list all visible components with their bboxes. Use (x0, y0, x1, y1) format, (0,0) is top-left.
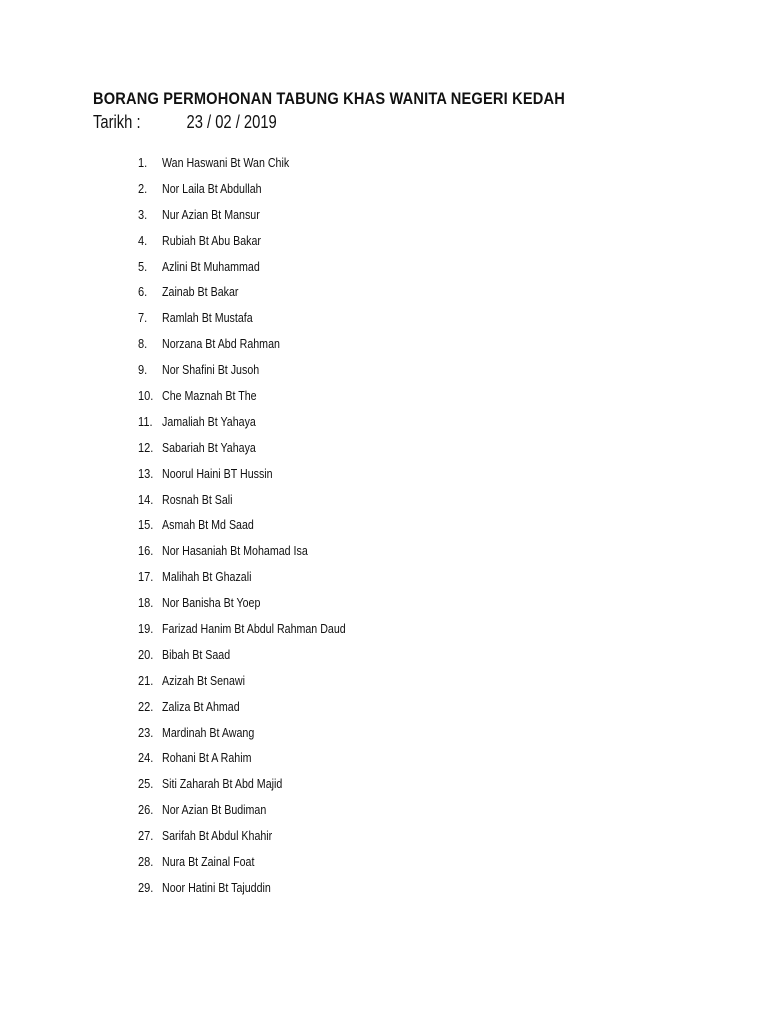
item-number: 20. (138, 646, 154, 662)
item-number: 23. (138, 724, 154, 740)
item-name: Nor Hasaniah Bt Mohamad Isa (162, 543, 308, 559)
item-name: Noorul Haini BT Hussin (162, 465, 273, 481)
item-number: 14. (138, 491, 154, 507)
item-name: Nor Banisha Bt Yoep (162, 595, 261, 611)
item-name: Zaliza Bt Ahmad (162, 698, 240, 714)
item-number: 12. (138, 439, 154, 455)
item-name: Farizad Hanim Bt Abdul Rahman Daud (162, 621, 346, 637)
item-name: Noor Hatini Bt Tajuddin (162, 879, 271, 895)
item-number: 27. (138, 828, 154, 844)
item-number: 24. (138, 750, 154, 766)
item-number: 13. (138, 465, 154, 481)
date-value: 23 / 02 / 2019 (186, 112, 277, 132)
item-number: 28. (138, 854, 154, 870)
item-name: Zainab Bt Bakar (162, 284, 239, 300)
item-number: 25. (138, 776, 154, 792)
item-name: Azizah Bt Senawi (162, 672, 245, 688)
item-name: Rohani Bt A Rahim (162, 750, 252, 766)
item-name: Jamaliah Bt Yahaya (162, 413, 256, 429)
item-number: 26. (138, 802, 154, 818)
item-number: 8. (138, 336, 148, 352)
item-number: 19. (138, 621, 154, 637)
item-name: Malihah Bt Ghazali (162, 569, 252, 585)
item-number: 5. (138, 258, 148, 274)
item-name: Asmah Bt Md Saad (162, 517, 254, 533)
item-number: 7. (138, 310, 148, 326)
item-name: Wan Haswani Bt Wan Chik (162, 155, 290, 170)
item-name: Azlini Bt Muhammad (162, 258, 260, 274)
item-number: 17. (138, 569, 154, 585)
item-name: Mardinah Bt Awang (162, 724, 255, 740)
item-number: 9. (138, 362, 148, 378)
item-name: Ramlah Bt Mustafa (162, 310, 253, 326)
item-number: 16. (138, 543, 154, 559)
item-name: Nor Laila Bt Abdullah (162, 180, 262, 196)
item-number: 18. (138, 595, 154, 611)
item-name: Rubiah Bt Abu Bakar (162, 232, 261, 248)
item-number: 1. (138, 155, 148, 170)
item-number: 29. (138, 879, 154, 895)
item-name: Sarifah Bt Abdul Khahir (162, 828, 273, 844)
item-name: Rosnah Bt Sali (162, 491, 233, 507)
item-name: Nor Azian Bt Budiman (162, 802, 267, 818)
item-number: 6. (138, 284, 148, 300)
item-name: Bibah Bt Saad (162, 646, 231, 662)
document-title: BORANG PERMOHONAN TABUNG KHAS WANITA NEGERI KEDAH (93, 89, 565, 108)
item-number: 10. (138, 388, 154, 404)
item-name: Nur Azian Bt Mansur (162, 206, 260, 222)
item-name: Che Maznah Bt The (162, 388, 257, 404)
item-number: 4. (138, 232, 148, 248)
date-line (93, 112, 277, 133)
item-name: Norzana Bt Abd Rahman (162, 336, 280, 352)
item-number: 21. (138, 672, 154, 688)
item-name: Sabariah Bt Yahaya (162, 439, 256, 455)
item-number: 15. (138, 517, 154, 533)
item-number: 3. (138, 206, 148, 222)
item-number: 22. (138, 698, 154, 714)
item-name: Siti Zaharah Bt Abd Majid (162, 776, 283, 792)
item-name: Nor Shafini Bt Jusoh (162, 362, 260, 378)
item-name: Nura Bt Zainal Foat (162, 854, 255, 870)
date-label: Tarikh : (93, 112, 141, 132)
item-number: 11. (138, 413, 153, 429)
item-number: 2. (138, 180, 148, 196)
